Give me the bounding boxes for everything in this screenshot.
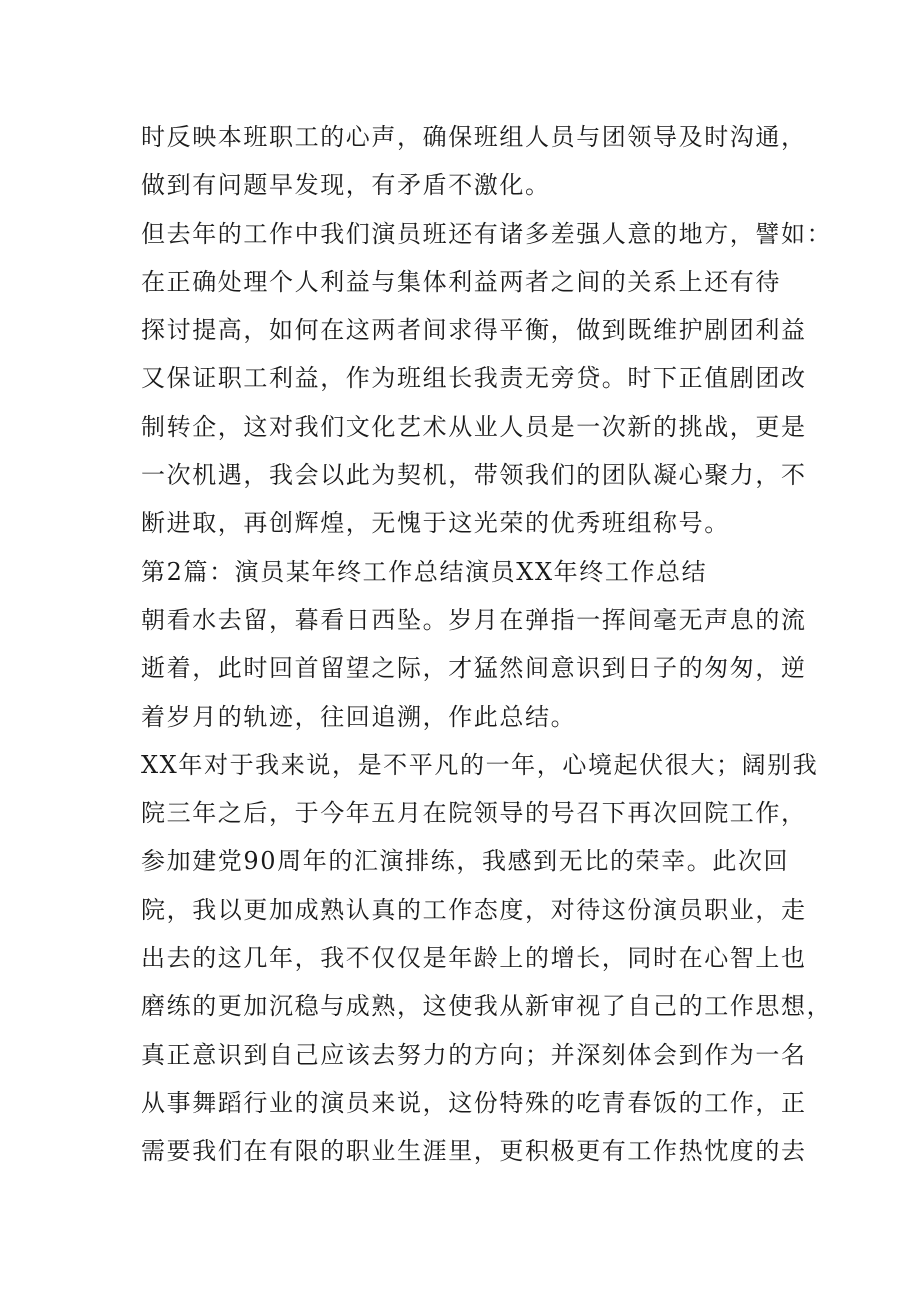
text-line: 参加建党90周年的汇演排练，我感到无比的荣幸。此次回 — [141, 847, 790, 876]
section-heading: 第2篇：演员某年终工作总结演员XX年终工作总结 — [141, 557, 708, 586]
text-line: 又保证职工利益，作为班组长我责无旁贷。时下正值剧团改 — [141, 364, 807, 393]
text-line: 着岁月的轨迹，往回追溯，作此总结。 — [141, 702, 577, 731]
text-line: 断进取，再创辉煌，无愧于这光荣的优秀班组称号。 — [141, 509, 730, 538]
text-line: 一次机遇，我会以此为契机，带领我们的团队凝心聚力，不 — [141, 461, 807, 490]
text-line: 时反映本班职工的心声，确保班组人员与团领导及时沟通， — [141, 123, 807, 151]
text-line: 出去的这几年，我不仅仅是年龄上的增长，同时在心智上也 — [141, 944, 807, 973]
text-line: 朝看水去留，暮看日西坠。岁月在弹指一挥间毫无声息的流 — [141, 605, 807, 634]
text-line: 探讨提高，如何在这两者间求得平衡，做到既维护剧团利益 — [141, 316, 807, 345]
text-line: 在正确处理个人利益与集体利益两者之间的关系上还有待 — [141, 267, 781, 296]
text-line: 磨练的更加沉稳与成熟，这使我从新审视了自己的工作思想， — [141, 992, 833, 1021]
text-line: 真正意识到自己应该去努力的方向；并深刻体会到作为一名 — [141, 1040, 807, 1069]
text-line: XX年对于我来说，是不平凡的一年，心境起伏很大；阔别我 — [141, 750, 819, 779]
text-line: 做到有问题早发现，有矛盾不激化。 — [141, 171, 551, 200]
body-text — [141, 113, 833, 1176]
text-line: 制转企，这对我们文化艺术从业人员是一次新的挑战，更是 — [141, 412, 807, 441]
text-line: 需要我们在有限的职业生涯里，更积极更有工作热忱度的去 — [141, 1137, 807, 1166]
text-line: 但去年的工作中我们演员班还有诸多差强人意的地方，譬如： — [141, 219, 833, 248]
text-line: 逝着，此时回首留望之际，才猛然间意识到日子的匆匆，逆 — [141, 654, 807, 683]
text-line: 院，我以更加成熟认真的工作态度，对待这份演员职业，走 — [141, 895, 807, 924]
text-line: 从事舞蹈行业的演员来说，这份特殊的吃青春饭的工作，正 — [141, 1088, 807, 1117]
text-line: 院三年之后，于今年五月在院领导的号召下再次回院工作， — [141, 799, 807, 828]
